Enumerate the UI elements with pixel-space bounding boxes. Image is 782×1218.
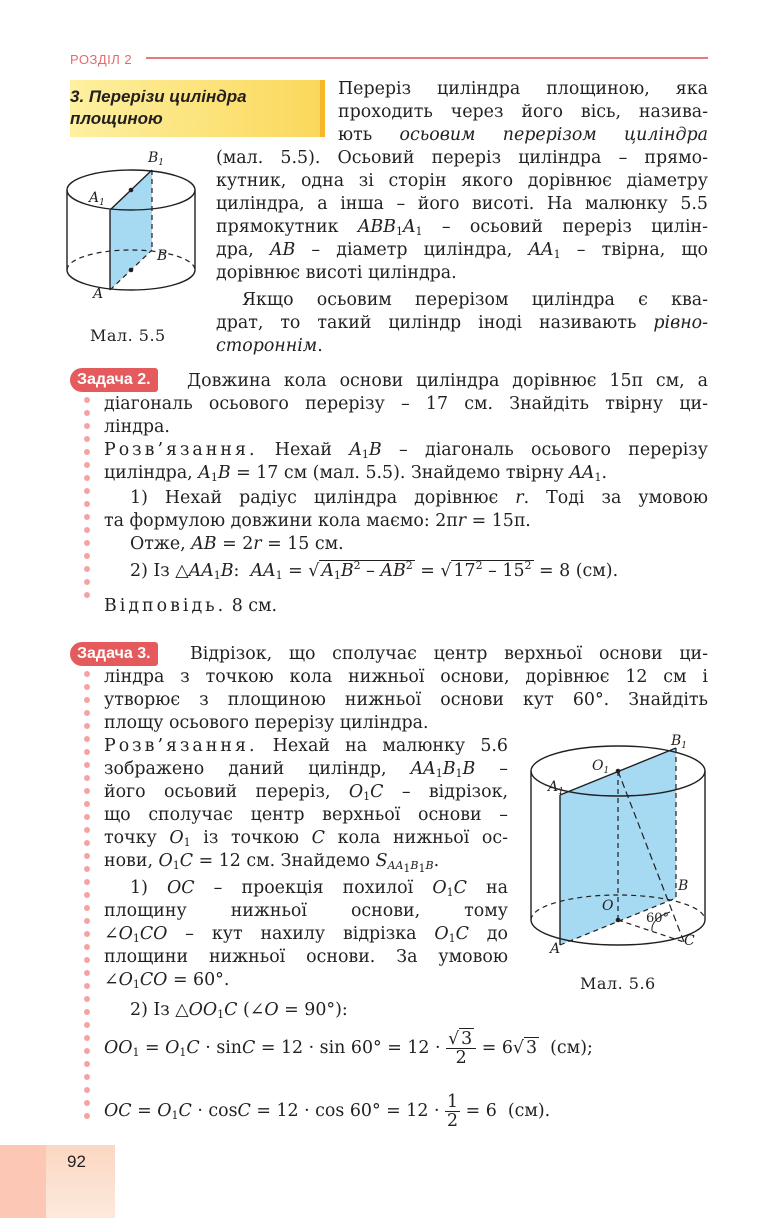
label-o1-sub: 1 [603,766,610,776]
label-a1-sub: 1 [99,198,105,208]
intro-line-7: прямокутник $ABB_1A_1$ – осьовий переріз цилін- [216,217,709,238]
task-2-line-3: ліндра. [104,417,170,437]
task-2-step-2: 2) Із $\triangle AA_1B$: $AA_1$ = √ $A_1B^2 - AB^2$ = √ $17^2 - 15^2 = 8$ (см). [130,559,619,582]
svg-text:B1 [670,733,687,751]
task-2-badge: Задача 2. [70,368,158,392]
figure-5-5-caption: Мал. 5.5 [90,326,166,345]
task-2-line-1: Довжина кола основи циліндра дорівнює 15π см, а [187,371,708,391]
label-b: B [678,878,689,894]
label-o: O [602,898,614,914]
task-3-badge: Задача 3. [70,642,158,666]
label-a1-sub: 1 [558,787,564,797]
svg-text:O1 [592,758,609,776]
label-c: C [684,933,695,949]
task-3-line-2: ліндра з точкою кола нижньої основи, дорівнює 12 см і [104,667,708,687]
page-number-strip [0,1145,46,1218]
task-3-line-1: Відрізок, що сполучає центр верхньої основи ци- [190,644,708,664]
label-b1-sub: 1 [681,741,688,751]
label-a: A [93,286,104,302]
task-3-step-1-line-1: 1) OC – проекція похилої $O_1C$ на [130,878,508,899]
task-3-solution-line-5: точку $O_1$ із точкою C кола нижньої ос- [104,828,509,849]
task-3-solution-line-6: нови, $O_1C = 12$ см. Знайдемо $S_{AA_1B_1B}$. [104,851,440,875]
task-3-line-4: площу осьового перерізу циліндра. [104,713,429,733]
section-title-line-1: 3. Перерізи циліндра [70,87,247,106]
svg-text:A1 [87,190,105,208]
intro-line-11: драт, то такий циліндр іноді називають рівно- [216,313,708,333]
chapter-label: РОЗДІЛ 2 [70,52,133,67]
task-3-step-1-line-4: площини нижньої основи. За умовою [104,947,508,967]
figure-5-6-cylinder [524,730,724,965]
intro-line-10: Якщо осьовим перерізом циліндра є ква- [242,290,708,310]
task-3-step-1-line-2: площину нижньої основи, тому [104,901,508,921]
label-a1: A [548,779,559,795]
fraction-1-over-2: $\frac{1}{2}$ [447,1092,459,1131]
label-o1: O [592,758,604,774]
task-3-step-1-line-5: $\angle O_1CO = 60^\circ$. [104,970,230,991]
intro-line-12: стороннім. [216,336,323,356]
section-title-line-2: площиною [70,109,163,128]
intro-line-6: циліндра, а інша – його висоті. На малюнку 5.5 [216,194,708,214]
intro-line-3: ють осьовим перерізом циліндра [338,125,708,145]
angle-label-60: 60° [646,911,670,926]
task-3-dot-rail [84,671,90,1126]
task-3-step-2: 2) Із $\triangle OO_1C$ (∠O = 90°): [130,1000,348,1021]
task-3-solution-line-4: що сполучає центр верхньої основи – [104,805,508,825]
task-2-solution-line-1: Розв’язання. Нехай $A_1B$ – діагональ осьового перерізу [104,440,708,461]
task-3-solution-line-2: зображено даний циліндр, $AA_1B_1B$ – [104,759,508,780]
intro-line-1: Переріз циліндра площиною, яка [338,79,708,99]
task-3-step-1-line-3: $\angle O_1CO$ – кут нахилу відрізка $O_1C$ до [104,924,508,945]
figure-5-5-cylinder [58,148,208,318]
label-a: A [550,941,561,957]
task-3-formula-oc: OC = $O_1C \cdot \cos C = 12 \cdot \cos 60^\circ = 12$ · $\frac{1}{2}$ = 6 (см). [104,1092,551,1131]
label-b: B [157,248,168,264]
intro-line-4: (мал. 5.5). Осьовий переріз циліндра – прямо- [216,148,708,168]
label-a1: A [89,190,100,206]
task-3-line-3: утворює з площиною нижньої основи кут 60°. Знайдіть [104,690,708,710]
figure-5-6-caption: Мал. 5.6 [580,974,656,993]
intro-line-8: дра, AB – діаметр циліндра, $AA_1$ – твірна, що [216,240,709,261]
task-2-step-1-line-3: Отже, AB = 2r = 15 см. [130,534,344,554]
svg-text:A1 [546,779,564,797]
svg-text:B1 [147,150,164,168]
label-b1: B [148,150,159,166]
task-2-step-1-line-2: та формулою довжини кола маємо: 2πr = 15π. [104,511,531,531]
task-2-solution-line-2: циліндра, $A_1B = 17$ см (мал. 5.5). Знайдемо твірну $AA_1$. [104,463,607,484]
task-2-answer: Відповідь. 8 см. [104,596,278,616]
label-b1-sub: 1 [158,158,165,168]
intro-line-2: проходить через його вісь, назива- [338,102,708,122]
intro-line-5: кутник, одна зі сторін якого дорівнює діаметру [216,171,708,191]
task-2-line-2: діагональ осьового перерізу – 17 см. Знайдіть твірну ци- [104,394,708,414]
section-title [70,86,310,130]
task-2-step-1-line-1: 1) Нехай радіус циліндра дорівнює r. Тоді за умовою [130,488,708,508]
page-number: 92 [67,1152,86,1171]
intro-line-9: дорівнює висоті циліндра. [216,263,457,283]
header-rule [146,57,708,59]
task-3-solution-line-3: його осьовий переріз, $O_1C$ – відрізок, [104,782,508,803]
task-3-formula-oo1: $OO_1 = O_1C \cdot \sin C = 12 \cdot \sin 60^\circ = 12$ · $\frac{√ 3}{2}$ = 6√ 3 (см); [104,1029,593,1068]
task-2-dot-rail [84,397,90,605]
label-b1: B [671,733,682,749]
task-3-solution-line-1: Розв’язання. Нехай на малюнку 5.6 [104,736,508,756]
fraction-sqrt3-over-2: $\frac{√ 3}{2}$ [446,1030,476,1067]
